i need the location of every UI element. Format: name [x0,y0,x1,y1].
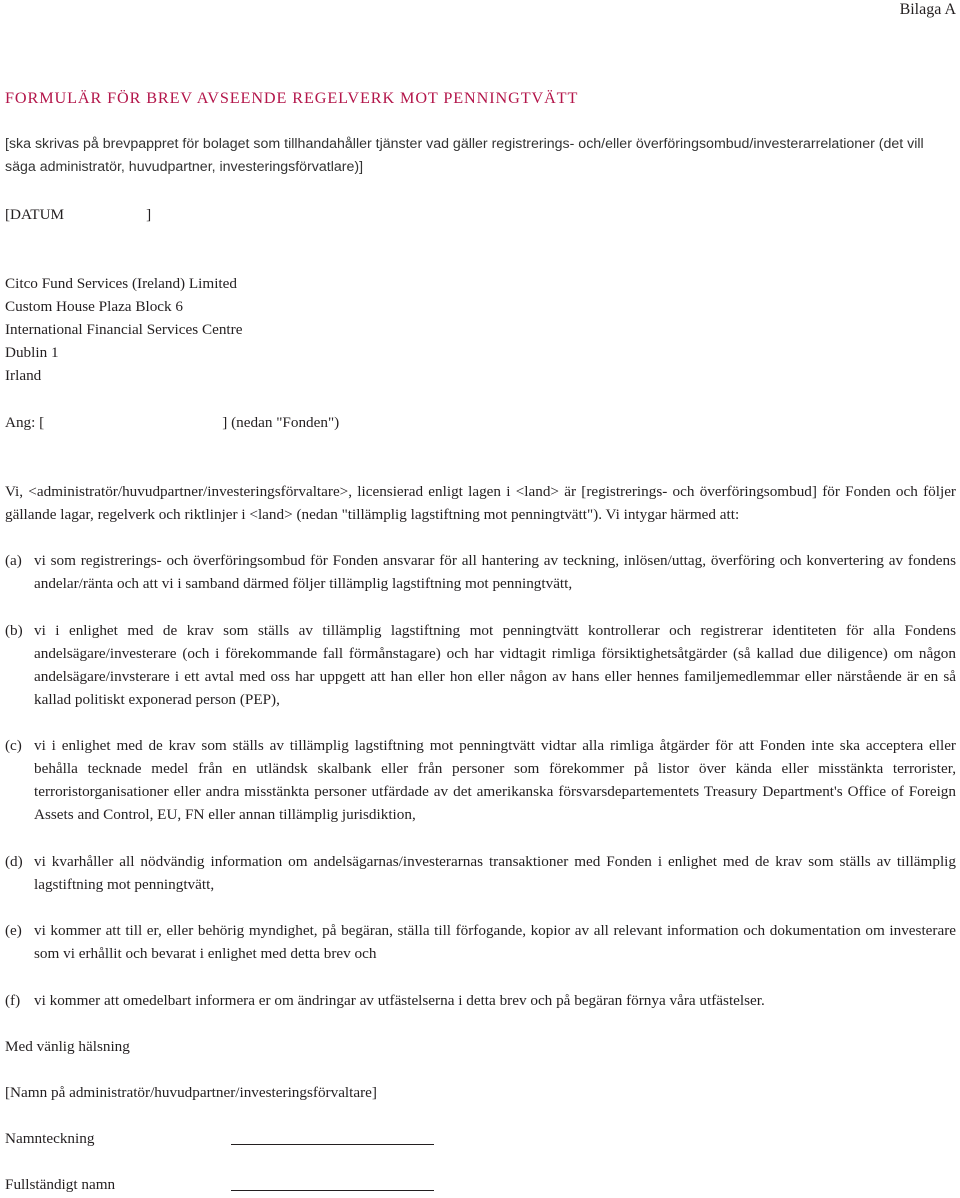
list-item-f [5,989,956,1012]
item-label: (a) [5,552,22,569]
item-text: vi kommer att omedelbart informera er om ändringar av utfästelserna i detta brev och på begäran förnya våra utfästelser. [34,992,765,1009]
full-name-label: Fullständigt namn [5,1176,116,1193]
item-text: vi i enlighet med de krav som ställs av tillämplig lagstiftning mot penningtvätt kontrollerar och registrerar identiteten för alla Fondens andelsägare/investerare (och i förekommande fall förmånstagare) och har vidtagit rimliga försiktighetsåtgärder (så kallad due diligence) om någon andelsägare/invsterare i ett avtal med oss har uppgett att han eller hon eller någon av hans eller hennes familjemedlemmar eller närstående är en så kallad politiskt exponerad person (PEP), [34,622,956,708]
item-label: (c) [5,737,22,754]
address-line: Dublin 1 [5,344,59,361]
closing-salutation: Med vänlig hälsning [5,1038,130,1055]
list-item-c [5,734,956,826]
subject-line [5,411,339,434]
intro-paragraph: Vi, <administratör/huvudpartner/investeringsförvaltare>, licensierad enligt lagen i <land> är [registrerings- och överföringsombud] för Fonden och följer gällande lagar, regelverk och riktlinjer i <land> (nedan "tillämplig lagstiftning mot penningtvätt"). Vi intygar härmed att: [5,483,956,523]
full-name-line[interactable] [231,1177,434,1191]
list-item-d [5,850,956,896]
annex-label: Bilaga A [899,1,956,18]
date-placeholder [5,203,151,226]
subject-prefix: Ang: [ [5,414,45,431]
subject-suffix: ] (nedan "Fonden") [222,414,340,431]
item-label: (e) [5,922,22,939]
item-text: vi i enlighet med de krav som ställs av tillämplig lagstiftning mot penningtvätt vidtar alla rimliga åtgärder för att Fonden inte ska acceptera eller behålla tecknade medel från en utländsk skalbank eller från personer som förekommer på listor över kända eller misstänkta terrorister, terroristorganisationer eller andra misstänkta personer utfärdade av det amerikanska försvarsdepartementets Treasury Department's Office of Foreign Assets and Control, EU, FN eller annan tillämplig jurisdiktion, [34,737,956,823]
item-text: vi som registrerings- och överföringsombud för Fonden ansvarar för all hantering av teckning, inlösen/uttag, överföring och konvertering av fondens andelar/ränta och att vi i samband därmed följer tillämplig lagstiftning mot penningtvätt, [34,552,956,592]
date-open: [DATUM [5,206,65,223]
list-item-a [5,549,956,595]
instruction-note: [ska skrivas på brevpappret för bolaget som tillhandahåller tjänster vad gäller registrerings- och/eller överföringsombud/investerarrelationer (det vill säga administratör, huvudpartner, investeringsförvatlare)] [5,136,924,175]
item-label: (d) [5,853,23,870]
item-label: (f) [5,992,21,1009]
item-text: vi kvarhåller all nödvändig information om andelsägarnas/investerarnas transaktioner med Fonden i enlighet med de krav som ställs av tillämplig lagstiftning mot penningtvätt, [34,853,956,893]
item-text: vi kommer att till er, eller behörig myndighet, på begäran, ställa till förfogande, kopior av all relevant information och dokumentation om investerare som vi erhållit och bevarat i enlighet med detta brev och [34,922,956,962]
item-label: (b) [5,622,23,639]
form-title: FORMULÄR FÖR BREV AVSEENDE REGELVERK MOT PENNINGTVÄTT [5,89,579,107]
address-line: International Financial Services Centre [5,321,243,338]
recipient-address [5,272,242,387]
address-line: Citco Fund Services (Ireland) Limited [5,275,237,292]
address-line: Irland [5,367,42,384]
date-close: ] [146,206,152,223]
list-item-e [5,919,956,965]
list-item-b [5,619,956,711]
signature-label: Namnteckning [5,1130,95,1147]
name-placeholder: [Namn på administratör/huvudpartner/investeringsförvaltare] [5,1084,377,1101]
address-line: Custom House Plaza Block 6 [5,298,184,315]
signature-line[interactable] [231,1131,434,1145]
